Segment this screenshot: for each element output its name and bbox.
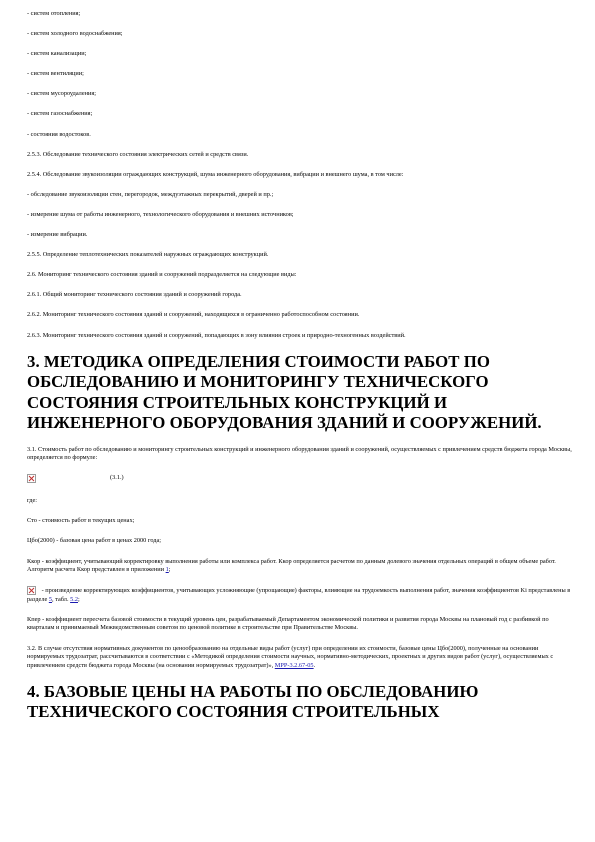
broken-image-icon bbox=[27, 586, 36, 595]
formula-number: (3.1.) bbox=[110, 474, 124, 482]
paragraph: 2.6.1. Общий мониторинг технического состояния зданий и сооружений города. bbox=[27, 291, 242, 299]
definition-text: - произведение корректирующих коэффициентов, учитывающих усложняющие (упрощающие) факторы, влияющие на трудоемкость выполнения работ, значения коэффициентов Ki представлены в разделе bbox=[27, 587, 571, 603]
paragraph: 3.1. Стоимость работ по обследованию и мониторингу строительных конструкций и инженерного оборудования зданий и сооружений, осуществляемых с привлечением средств бюджета города Москвы, определяется по формуле: bbox=[27, 445, 572, 462]
definition: Ккор - коэффициент, учитывающий корректировку выполнения работы или комплекса работ. Ккор определяется расчетом по данным долевого значения отдельных операций в общем объеме работ. Алгоритм расчета Ккор представлен в приложении 1; bbox=[27, 557, 556, 574]
definition: Кпер - коэффициент пересчета базовой стоимости в текущий уровень цен, разрабатываемый Департаментом экономической политики и развития города Москвы на плановый год с разбивкой по кварталам и принимаемый Межведомственным советом по ценовой политике в строительстве при Правительстве Москвы. bbox=[27, 615, 549, 632]
paragraph: 2.5.4. Обследование звукоизоляции ограждающих конструкций, шума инженерного оборудования, вибрации и внешнего шума, в том числе: bbox=[27, 170, 404, 178]
paragraph-text: . bbox=[313, 661, 316, 669]
definition-text: , табл. bbox=[51, 595, 71, 603]
paragraph: 2.6. Мониторинг технического состояния зданий и сооружений подразделяется на следующие виды: bbox=[27, 271, 297, 279]
section-link[interactable]: 5 bbox=[48, 595, 52, 603]
document-link[interactable]: МРР-3.2.67-05 bbox=[274, 661, 314, 669]
list-item: - систем мусороудаления; bbox=[27, 90, 96, 98]
paragraph: где: bbox=[27, 497, 38, 505]
appendix-link[interactable]: 1 bbox=[165, 566, 169, 574]
list-item: - систем канализации; bbox=[27, 50, 87, 58]
section-heading-4: 4. БАЗОВЫЕ ЦЕНЫ НА РАБОТЫ ПО ОБСЛЕДОВАНИЮ ТЕХНИЧЕСКОГО СОСТОЯНИЯ СТРОИТЕЛЬНЫХ bbox=[27, 681, 479, 722]
definition-text: Ккор - коэффициент, учитывающий корректировку выполнения работы или комплекса работ. Ккор определяется расчетом по данным долевого значения отдельных операций в общем объеме работ. Алгоритм расчета Ккор представлен в приложении bbox=[27, 557, 556, 574]
definition: Цбо(2000) - базовая цена работ в ценах 2000 года; bbox=[27, 537, 162, 545]
definition: Сто - стоимость работ в текущих ценах; bbox=[27, 517, 135, 525]
list-item: - систем отопления; bbox=[27, 10, 81, 17]
list-item: - систем вентиляции; bbox=[27, 70, 84, 78]
table-link[interactable]: 5.2 bbox=[70, 595, 78, 603]
document-page bbox=[27, 10, 572, 735]
paragraph: 2.5.3. Обследование технического состояния электрических сетей и средств связи. bbox=[27, 150, 249, 158]
paragraph: - обследование звукоизоляции стен, перегородок, междуэтажных перекрытий, дверей и пр.; bbox=[27, 190, 274, 198]
paragraph bbox=[27, 645, 572, 671]
paragraph: - измерение вибрации. bbox=[27, 231, 88, 239]
paragraph: - измерение шума от работы инженерного, технологического оборудования и внешних источников; bbox=[27, 210, 294, 218]
paragraph: 2.5.5. Определение теплотехнических показателей наружных ограждающих конструкций. bbox=[27, 251, 269, 259]
broken-image-icon bbox=[27, 474, 36, 483]
paragraph: 2.6.3. Мониторинг технического состояния зданий и сооружений, попадающих в зону влияния строек и природно-техногенных воздействий. bbox=[27, 331, 406, 339]
list-item: - состояния водостоков. bbox=[27, 130, 91, 138]
list-item: - систем холодного водоснабжения; bbox=[27, 30, 123, 38]
paragraph: 2.6.2. Мониторинг технического состояния зданий и сооружений, находящихся в ограниченно работоспособном состоянии. bbox=[27, 311, 360, 319]
definition: - произведение корректирующих коэффициентов, учитывающих усложняющие (упрощающие) факторы, влияющие на трудоемкость выполнения работ, значения коэффициентов Ki представлены в разделе 5, табл. 5.2; bbox=[27, 587, 571, 603]
paragraph-text: 3.2. В случае отсутствия нормативных документов по ценообразованию на отдельные виды работ (услуг) при определении их стоимости, базовые цены Цбо(2000), полученные на основании нормируемых трудозатрат, рассчитываются в соответствии с «Методикой определения стоимости научных, нормативно-методических, проектных и других видов работ (услуг), осуществляемых с привлечением средств бюджета города Москвы (на основании нормируемых трудозатрат)», bbox=[27, 644, 554, 669]
section-heading-3: 3. МЕТОДИКА ОПРЕДЕЛЕНИЯ СТОИМОСТИ РАБОТ ПО ОБСЛЕДОВАНИЮ И МОНИТОРИНГУ ТЕХНИЧЕСКОГО СОСТОЯНИЯ СТРОИТЕЛЬНЫХ КОНСТРУКЦИЙ И ИНЖЕНЕРНОГО ОБОРУДОВАНИЯ ЗДАНИЙ И СООРУЖЕНИЙ. bbox=[27, 351, 542, 433]
list-item: - систем газоснабжения; bbox=[27, 110, 93, 118]
formula bbox=[27, 474, 572, 483]
